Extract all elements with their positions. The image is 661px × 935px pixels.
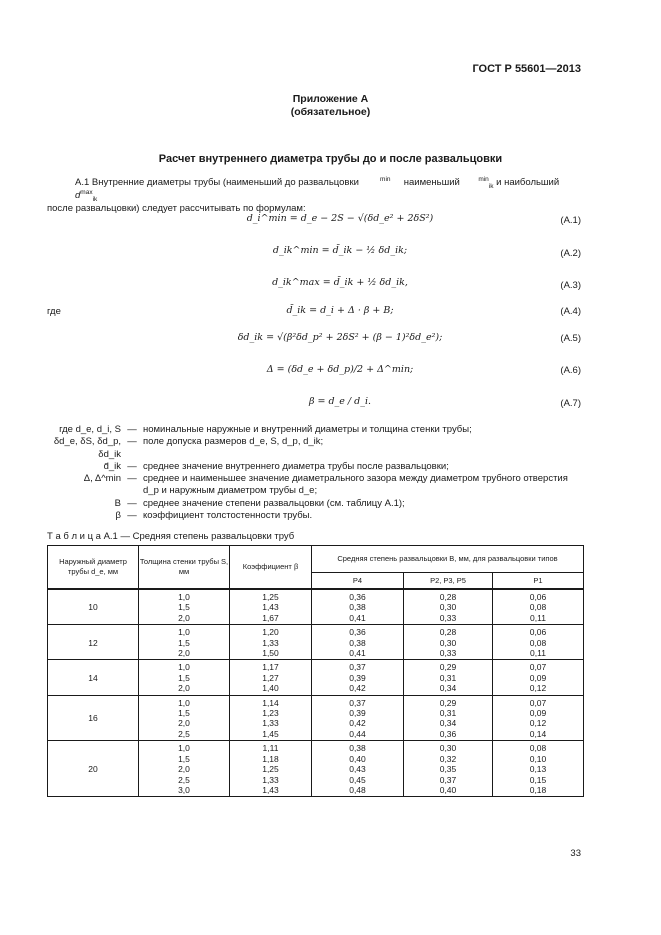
cell-value: 0,29 [439,697,457,708]
cell-value: 0,07 [529,697,547,708]
header-type-p2-p3-p5: Р2, Р3, Р5 [404,573,493,590]
cell-value: 0,37 [439,774,457,785]
formula-a5 [200,332,480,343]
cell-value: 2,0 [178,718,190,729]
cell-value: 1,5 [178,672,190,683]
definition-dash: — [127,510,137,522]
definition-dash: — [127,424,137,435]
value-cell [312,741,404,797]
cell-value: 2,0 [178,612,190,623]
cell-value: 0,38 [349,602,366,613]
intro-sym-min-2: min [478,176,489,183]
intro-text-c: и наибольший [496,177,560,188]
value-cell [139,589,230,625]
table-row [48,741,584,797]
formula-a2 [200,245,480,256]
formula-a1 [200,213,480,224]
cell-value: 1,20 [262,627,279,638]
cell-value: 0,30 [439,602,457,613]
value-cell [404,695,493,741]
value-cell [493,589,584,625]
section-title: Расчет внутреннего диаметра трубы до и после развальцовки [158,153,503,165]
intro-sym-max: max [80,189,93,196]
definition-symbol: β [115,510,121,522]
formula-number-a2: (А.2) [560,248,581,259]
cell-value: 1,11 [262,743,279,754]
definition-text: среднее значение внутреннего диаметра трубы после развальцовки; [143,460,449,472]
cell-value: 2,0 [178,764,190,775]
appendix-heading [0,93,661,119]
formula-a7 [200,396,480,407]
cell-value: 0,06 [529,592,547,602]
intro-text-b: наименьший [403,177,460,188]
cell-value: 0,34 [439,683,457,694]
cell-value: 0,36 [349,627,366,638]
formula-number-a3: (А.3) [560,280,581,291]
diameter-cell: 10 [48,589,139,625]
definition-symbol: где d_e, d_i, S [59,424,121,435]
cell-value: 0,08 [529,637,547,648]
value-cell [139,625,230,660]
cell-value: 1,18 [262,753,279,764]
cell-value: 0,15 [529,774,547,785]
cell-value: 0,13 [529,764,547,775]
definition-text: поле допуска размеров d_e, S, d_p, d_ik; [143,436,324,448]
appendix-title: Приложение А [292,93,369,105]
table-row [48,695,584,741]
table-body [48,589,584,797]
cell-value: 0,42 [349,683,366,694]
cell-value: 1,0 [178,627,190,638]
formula-a2-rhs: d̄_ik − ½ δd_ik; [332,245,408,256]
definition-item [47,424,583,436]
cell-value: 1,25 [262,764,279,775]
table-row [48,625,584,660]
intro-sym-min: min [380,176,391,183]
cell-value: 1,33 [262,637,279,648]
cell-value: 0,44 [349,728,366,739]
cell-value: 0,12 [529,683,547,694]
value-cell [493,660,584,695]
cell-value: 0,31 [439,672,457,683]
header-type-p1: Р1 [493,573,584,590]
cell-value: 1,5 [178,602,190,613]
cell-value: 0,41 [349,612,366,623]
value-cell [230,589,312,625]
value-cell [230,660,312,695]
cell-value: 1,5 [178,708,190,719]
definition-dash: — [127,473,137,485]
cell-value: 1,14 [262,697,279,708]
cell-value: 0,38 [349,637,366,648]
cell-value: 0,39 [349,672,366,683]
cell-value: 2,0 [178,683,190,694]
cell-value: 0,06 [529,627,547,638]
cell-value: 0,31 [439,708,457,719]
cell-value: 0,39 [349,708,366,719]
intro-sym-ik-2: ik [92,196,98,203]
appendix-subtitle: (обязательное) [290,106,371,118]
cell-value: 0,35 [439,764,457,775]
definition-dash: — [127,460,137,472]
formula-a6-rhs: (δd_e + δd_p)/2 + Δ^min; [287,364,414,375]
cell-value: 0,32 [439,753,457,764]
where-label: где [47,306,61,317]
cell-value: 0,12 [529,718,547,729]
formula-a6-lhs: Δ = [266,364,285,375]
cell-value: 0,40 [349,753,366,764]
table-caption: Т а б л и ц а А.1 — Средняя степень развальцовки труб [47,531,295,542]
definition-item [47,473,583,498]
standard-code: ГОСТ Р 55601—2013 [472,63,581,75]
cell-value: 0,33 [439,648,457,659]
cell-value: 0,36 [439,728,457,739]
cell-value: 0,18 [529,784,547,795]
cell-value: 0,29 [439,662,457,673]
formula-a7-rhs: d_e / d_i. [328,396,372,407]
cell-value: 2,5 [178,728,190,739]
cell-value: 0,14 [529,728,547,739]
cell-value: 0,09 [529,672,547,683]
formula-number-a4: (А.4) [560,306,581,317]
header-expansion-group: Средняя степень развальцовки B, мм, для развальцовки типов [312,546,584,573]
header-wall-thickness: Толщина стенки трубы S, мм [139,546,230,590]
cell-value: 0,08 [529,743,547,754]
cell-value: 1,5 [178,753,190,764]
header-coefficient: Коэффициент β [230,546,312,590]
formula-number-a6: (А.6) [560,365,581,376]
cell-value: 0,42 [349,718,366,729]
cell-value: 2,5 [178,774,190,785]
value-cell [312,660,404,695]
cell-value: 1,0 [178,592,190,602]
definition-item [47,498,583,510]
cell-value: 1,40 [262,683,279,694]
data-table [47,545,584,797]
value-cell [404,625,493,660]
page-number: 33 [570,848,581,859]
definition-text: среднее значение степени развальцовки (см. таблицу А.1); [143,497,405,509]
cell-value: 1,17 [262,662,279,673]
value-cell [230,695,312,741]
cell-value: 0,08 [529,602,547,613]
value-cell [312,625,404,660]
definition-item [47,461,583,473]
formula-a2-lhs: d_ik^min = [272,245,330,256]
diameter-cell: 14 [48,660,139,695]
cell-value: 1,50 [262,648,279,659]
value-cell [493,695,584,741]
value-cell [404,589,493,625]
value-cell [139,695,230,741]
cell-value: 0,43 [349,764,366,775]
value-cell [230,741,312,797]
cell-value: 0,40 [439,784,457,795]
value-cell [312,589,404,625]
cell-value: 0,34 [439,718,457,729]
table-row [48,660,584,695]
cell-value: 1,67 [262,612,279,623]
definition-symbol: B [114,497,121,509]
cell-value: 0,30 [439,637,457,648]
cell-value: 0,30 [439,743,457,754]
formula-a4-lhs: d̄_ik = [286,305,318,316]
cell-value: 1,0 [178,743,190,754]
cell-value: 0,11 [530,648,546,659]
formula-a1-lhs: d_i^min = [246,213,298,224]
formula-a4 [200,305,480,316]
definition-item [47,436,583,461]
formula-a7-lhs: β = [308,396,326,407]
definition-symbol: Δ, Δ^min [83,473,121,485]
definition-item [47,510,583,522]
value-cell [139,741,230,797]
definition-text: среднее и наименьшее значение диаметрального зазора между диаметром трубного отверстия d_p и наружным диаметром трубы d_e; [143,473,568,497]
cell-value: 0,41 [349,648,366,659]
value-cell [139,660,230,695]
intro-text-a: А.1 Внутренние диаметры трубы (наименьший до развальцовки [75,177,359,188]
cell-value: 1,0 [178,662,190,673]
cell-value: 3,0 [178,784,190,795]
formula-a3-lhs: d_ik^max = [272,277,331,288]
formula-a5-lhs: δd_ik = [237,332,275,343]
diameter-cell: 20 [48,741,139,797]
cell-value: 1,33 [262,774,279,785]
cell-value: 1,23 [262,708,279,719]
cell-value: 0,45 [349,774,366,785]
cell-value: 0,37 [349,697,366,708]
intro-sym-ik: ik [488,183,494,190]
header-type-p4: Р4 [312,573,404,590]
value-cell [493,741,584,797]
cell-value: 2,0 [178,648,190,659]
table-row [48,589,584,625]
intro-paragraph [47,177,583,215]
formula-a5-rhs: √(β²δd_p² + 2δS² + (β − 1)²δd_e²); [277,332,443,343]
definition-dash: — [127,497,137,509]
value-cell [312,695,404,741]
cell-value: 1,27 [262,672,279,683]
cell-value: 0,33 [439,612,457,623]
cell-value: 0,07 [529,662,547,673]
cell-value: 1,5 [178,637,190,648]
value-cell [493,625,584,660]
formula-a6 [200,364,480,375]
diameter-cell: 12 [48,625,139,660]
formula-number-a5: (А.5) [560,333,581,344]
formula-number-a7: (А.7) [560,398,581,409]
cell-value: 1,25 [262,592,279,602]
cell-value: 0,37 [349,662,366,673]
formula-number-a1: (А.1) [560,215,581,226]
diameter-cell: 16 [48,695,139,741]
definitions-list [47,424,583,522]
cell-value: 0,11 [530,612,546,623]
cell-value: 1,43 [262,602,279,613]
cell-value: 0,10 [529,753,547,764]
cell-value: 1,33 [262,718,279,729]
cell-value: 1,0 [178,697,190,708]
definition-text: номинальные наружные и внутренний диаметры и толщина стенки трубы; [143,424,472,435]
definition-symbol: d̄_ik [103,460,121,472]
definition-text: коэффициент толстостенности трубы. [143,510,313,522]
intro-sym-d: d [75,190,81,201]
value-cell [404,741,493,797]
formula-a4-rhs: d_i + Δ · β + B; [320,305,394,316]
value-cell [230,625,312,660]
cell-value: 0,36 [349,592,366,602]
cell-value: 1,45 [262,728,279,739]
cell-value: 0,48 [349,784,366,795]
value-cell [404,660,493,695]
cell-value: 0,09 [529,708,547,719]
cell-value: 1,43 [262,784,279,795]
formula-a3-rhs: d̄_ik + ½ δd_ik, [333,277,408,288]
formula-a3 [200,277,480,288]
definition-dash: — [127,436,137,448]
intro-line-2: после развальцовки) следует рассчитывать по формулам: [47,203,306,214]
cell-value: 0,28 [439,592,457,602]
formula-a1-rhs: d_e − 2S − √(δd_e² + 2δS²) [300,213,434,224]
header-outer-diameter: Наружный диаметр трубы d_e, мм [48,546,139,590]
cell-value: 0,38 [349,743,366,754]
definition-symbol: δd_e, δS, δd_p, δd_ik [53,436,121,460]
cell-value: 0,28 [439,627,457,638]
